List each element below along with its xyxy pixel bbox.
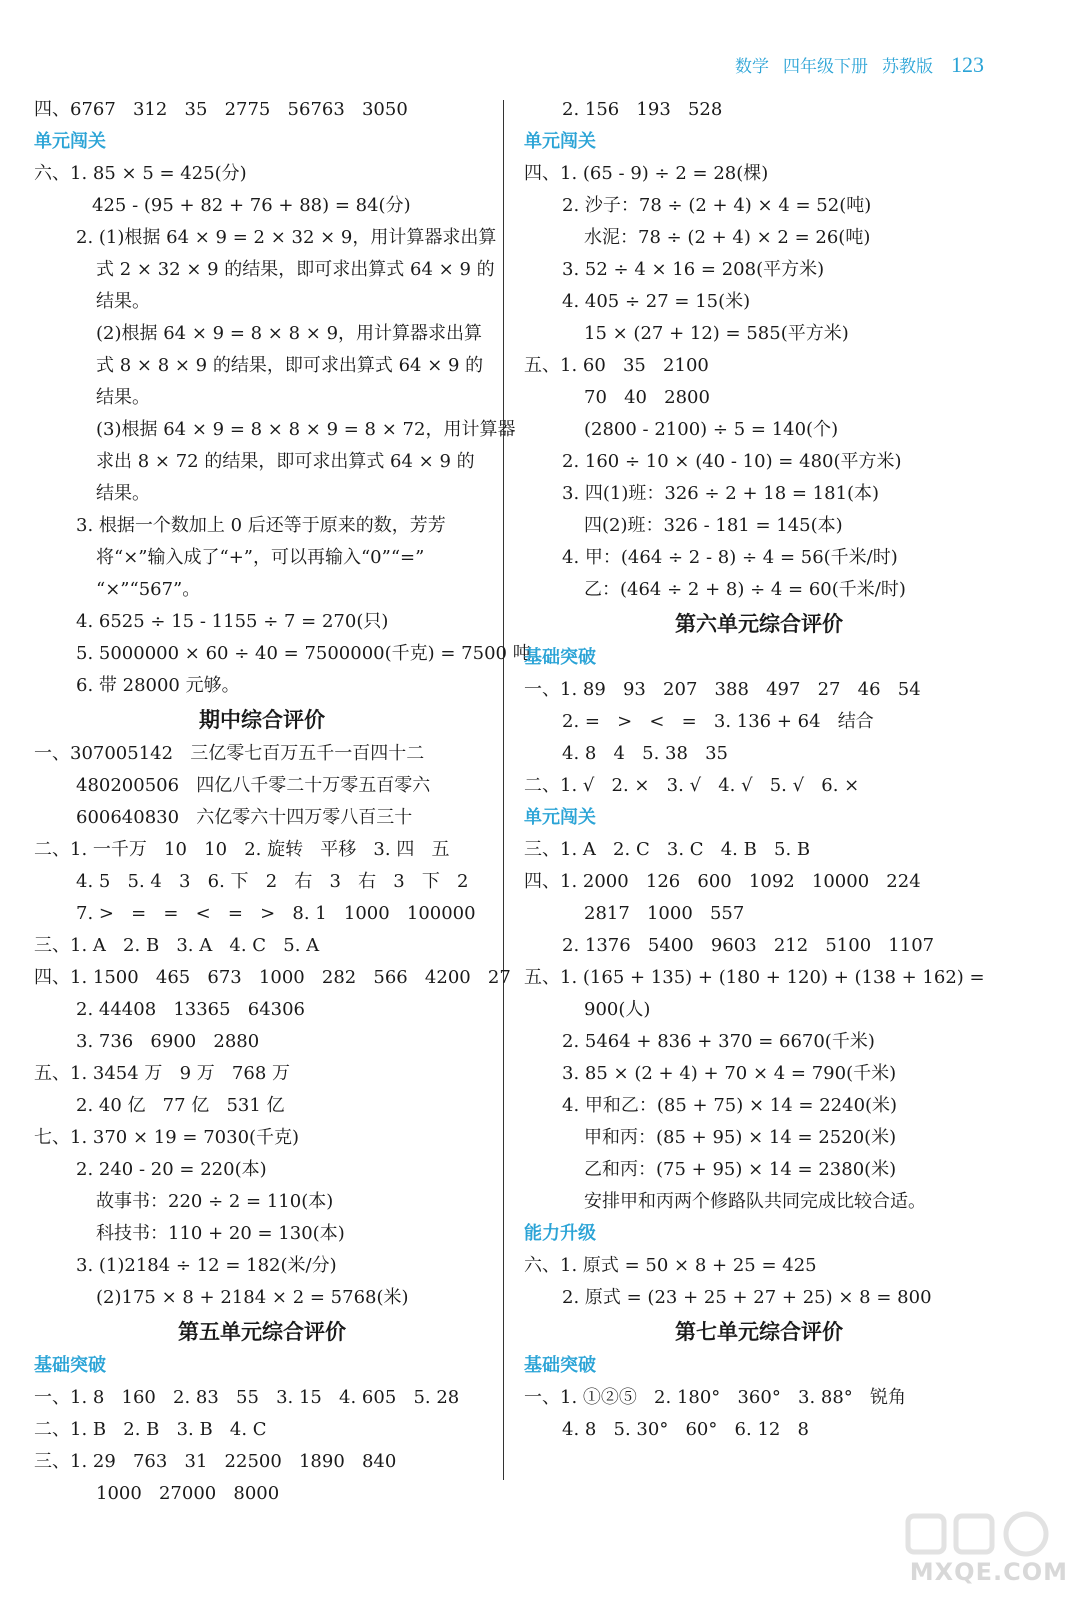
answer-line: 2. 40 亿 77 亿 531 亿 [76,1095,285,1116]
answer-line: “×”“567”。 [96,579,201,600]
answer-line: (2)175 × 8 + 2184 × 2 = 5768(米) [96,1287,409,1308]
answer-line: 3. 736 6900 2880 [76,1031,260,1052]
answer-line: 4. 405 ÷ 27 = 15(米) [562,291,751,312]
answer-line: 2. 1376 5400 9603 212 5100 1107 [562,935,935,956]
answer-line: 式 2 × 32 × 9 的结果，即可求出算式 64 × 9 的 [96,259,495,280]
answer-line: 二、1. B 2. B 3. B 4. C [34,1419,267,1440]
answer-line: 7. > = = < = > 8. 1 1000 100000 [76,903,476,924]
answer-line: 四(2)班：326 - 181 = 145(本) [584,515,843,536]
answer-line: 二、1. √ 2. × 3. √ 4. √ 5. √ 6. × [524,775,860,796]
answer-line: 四、1. (65 - 9) ÷ 2 = 28(棵) [524,163,769,184]
answer-line: 五、1. (165 + 135) + (180 + 120) + (138 + 162) = [524,967,985,988]
answer-line: 4. 6525 ÷ 15 - 1155 ÷ 7 = 270(只) [76,611,389,632]
answer-line: 2. 沙子：78 ÷ (2 + 4) × 4 = 52(吨) [562,195,872,216]
section-heading: 基础突破 [524,1355,596,1376]
answer-line: 4. 5 5. 4 3 6. 下 2 右 3 右 3 下 2 [76,871,469,892]
answer-line: 2. 160 ÷ 10 × (40 - 10) = 480(平方米) [562,451,902,472]
answer-line: 2. 240 - 20 = 220(本) [76,1159,267,1180]
page-number: 123 [951,52,984,77]
answer-line: 600640830 六亿零六十四万零八百三十 [76,807,413,828]
answer-line: 900(人) [584,999,651,1020]
section-heading: 单元闯关 [524,131,596,152]
answer-line: 2. (1)根据 64 × 9 = 2 × 32 × 9，用计算器求出算 [76,227,497,248]
answer-line: 一、307005142 三亿零七百万五千一百四十二 [34,743,425,764]
answer-line: 2817 1000 557 [584,903,745,924]
section-heading: 能力升级 [524,1223,596,1244]
answer-line: 甲和丙：(85 + 95) × 14 = 2520(米) [584,1127,897,1148]
answer-line: 6. 带 28000 元够。 [76,675,240,696]
answer-line: (2800 - 2100) ÷ 5 = 140(个) [584,419,839,440]
answer-line: 一、1. 8 160 2. 83 55 3. 15 4. 605 5. 28 [34,1387,460,1408]
answer-line: 结果。 [96,387,150,408]
answer-line: 安排甲和丙两个修路队共同完成比较合适。 [584,1191,926,1212]
column-divider [503,100,504,1480]
answer-line: 15 × (27 + 12) = 585(平方米) [584,323,849,344]
header-edition: 苏教版 [882,57,933,77]
section-heading: 基础突破 [524,647,596,668]
answer-line: 三、1. A 2. B 3. A 4. C 5. A [34,935,320,956]
answer-line: 三、1. A 2. C 3. C 4. B 5. B [524,839,811,860]
answer-line: 3. 根据一个数加上 0 后还等于原来的数，芳芳 [76,515,446,536]
section-title: 第六单元综合评价 [675,612,843,636]
answer-line: 三、1. 29 763 31 22500 1890 840 [34,1451,397,1472]
answer-line: 2. 原式 = (23 + 25 + 27 + 25) × 8 = 800 [562,1287,932,1308]
answer-line: 结果。 [96,291,150,312]
answer-line: 四、6767 312 35 2775 56763 3050 [34,99,408,120]
answer-line: 四、1. 2000 126 600 1092 10000 224 [524,871,921,892]
answer-line: 科技书：110 + 20 = 130(本) [96,1223,345,1244]
answer-line: 一、1. 89 93 207 388 497 27 46 54 [524,679,921,700]
section-title: 第五单元综合评价 [178,1320,346,1344]
answer-line: 式 8 × 8 × 9 的结果，即可求出算式 64 × 9 的 [96,355,484,376]
answer-line: 4. 甲和乙：(85 + 75) × 14 = 2240(米) [562,1095,898,1116]
answer-line: 2. 156 193 528 [562,99,723,120]
answer-line: 一、1. ①②⑤ 2. 180° 360° 3. 88° 锐角 [524,1387,906,1408]
answer-line: 3. 四(1)班：326 ÷ 2 + 18 = 181(本) [562,483,880,504]
answer-line: 4. 8 5. 30° 60° 6. 12 8 [562,1419,809,1440]
watermark-logo [898,1510,1068,1590]
answer-line: 70 40 2800 [584,387,710,408]
answer-line: 六、1. 原式 = 50 × 8 + 25 = 425 [524,1255,817,1276]
section-heading: 基础突破 [34,1355,106,1376]
answer-line: 1000 27000 8000 [96,1483,280,1504]
header-subject: 数学 [735,57,769,77]
answer-line: 六、1. 85 × 5 = 425(分) [34,163,247,184]
answer-line: 七、1. 370 × 19 = 7030(千克) [34,1127,300,1148]
section-title: 第七单元综合评价 [675,1320,843,1344]
answer-line: 二、1. 一千万 10 10 2. 旋转 平移 3. 四 五 [34,839,450,860]
answer-line: 3. 85 × (2 + 4) + 70 × 4 = 790(千米) [562,1063,897,1084]
answer-line: 4. 8 4 5. 38 35 [562,743,728,764]
answer-line: 3. 52 ÷ 4 × 16 = 208(平方米) [562,259,825,280]
answer-line: 四、1. 1500 465 673 1000 282 566 4200 27 [34,967,511,988]
answer-line: 3. (1)2184 ÷ 12 = 182(米/分) [76,1255,337,1276]
answer-line: 五、1. 3454 万 9 万 768 万 [34,1063,291,1084]
answer-line: 结果。 [96,483,150,504]
answer-line: 2. = > < = 3. 136 + 64 结合 [562,711,874,732]
answer-line: (3)根据 64 × 9 = 8 × 8 × 9 = 8 × 72，用计算器 [96,419,516,440]
answer-line: 2. 5464 + 836 + 370 = 6670(千米) [562,1031,875,1052]
answer-line: 将“×”输入成了“+”，可以再输入“0”“=” [96,547,425,568]
answer-line: 2. 44408 13365 64306 [76,999,306,1020]
answer-line: 5. 5000000 × 60 ÷ 40 = 7500000(千克) = 7500 吨 [76,643,531,664]
answer-line: 乙：(464 ÷ 2 + 8) ÷ 4 = 60(千米/时) [584,579,906,600]
answer-line: 480200506 四亿八千零二十万零五百零六 [76,775,431,796]
answer-line: 求出 8 × 72 的结果，即可求出算式 64 × 9 的 [96,451,475,472]
answer-line: 乙和丙：(75 + 95) × 14 = 2380(米) [584,1159,897,1180]
page-header [735,52,984,78]
answer-line: 4. 甲：(464 ÷ 2 - 8) ÷ 4 = 56(千米/时) [562,547,898,568]
answer-line: 故事书：220 ÷ 2 = 110(本) [96,1191,334,1212]
watermark-text: MXQE.COM [909,1558,1068,1586]
header-grade: 四年级下册 [783,57,868,77]
answer-line: 水泥：78 ÷ (2 + 4) × 2 = 26(吨) [584,227,871,248]
section-heading: 单元闯关 [524,807,596,828]
answer-line: 425 - (95 + 82 + 76 + 88) = 84(分) [92,195,411,216]
section-title: 期中综合评价 [199,708,325,732]
answer-line: (2)根据 64 × 9 = 8 × 8 × 9，用计算器求出算 [96,323,483,344]
answer-line: 五、1. 60 35 2100 [524,355,709,376]
section-heading: 单元闯关 [34,131,106,152]
